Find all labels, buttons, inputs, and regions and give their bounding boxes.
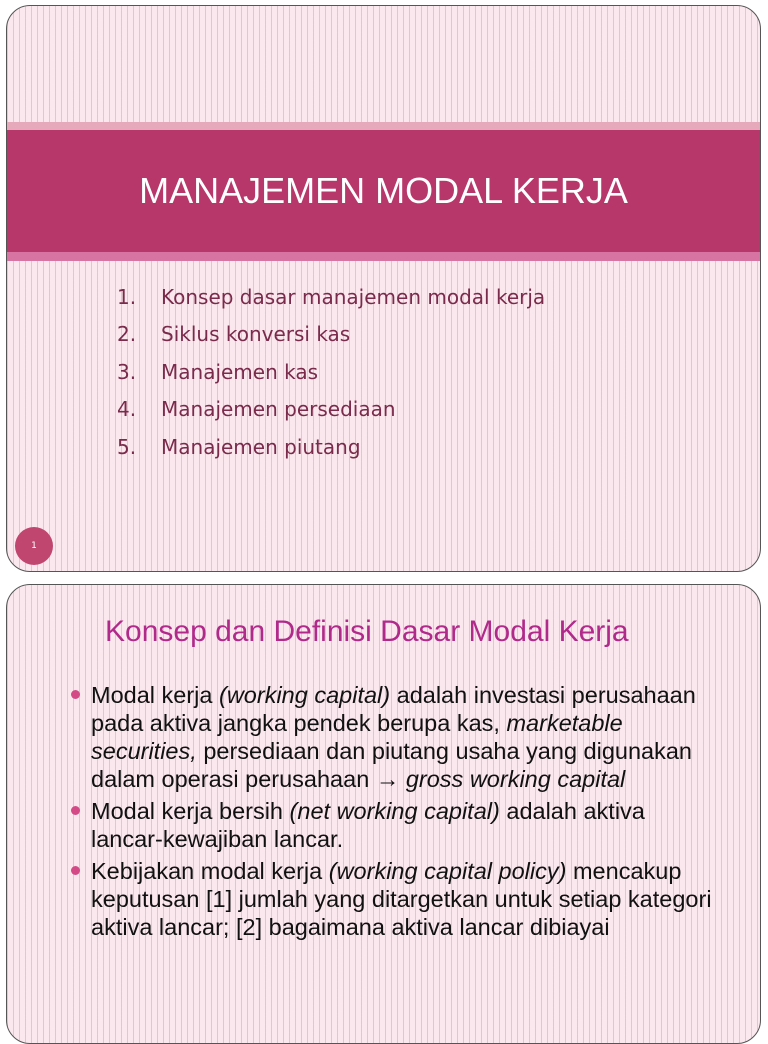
bullet-text: Modal kerja bersih — [91, 798, 290, 824]
list-item-number: 1. — [117, 284, 137, 309]
bullet-item — [69, 857, 719, 941]
bullet-list — [69, 681, 719, 945]
slide-1 — [6, 5, 761, 572]
bullet-item — [69, 681, 719, 793]
list-item — [117, 391, 545, 429]
topic-list — [117, 278, 545, 466]
slide-title: MANAJEMEN MODAL KERJA — [139, 170, 628, 211]
bullet-dot-icon — [71, 690, 80, 699]
bullet-item — [69, 797, 719, 853]
bullet-text: mencakup keputusan [1] jumlah yang ditargetkan untuk setiap kategori aktiva lancar; [2] bagaimana aktiva lancar dibiayai — [91, 858, 712, 940]
list-item-text: Konsep dasar manajemen modal kerja — [161, 284, 546, 309]
bullet-dot-icon — [71, 806, 80, 815]
bullet-term: marketable securities, — [91, 710, 623, 764]
list-item — [117, 353, 545, 391]
list-item-text: Siklus konversi kas — [161, 322, 351, 347]
title-band — [7, 130, 760, 252]
list-item-number: 2. — [117, 322, 137, 347]
bullet-text: Modal kerja — [91, 682, 219, 708]
bullet-term: gross working capital — [405, 766, 626, 792]
bullet-text: adalah aktiva lancar-kewajiban lancar. — [91, 798, 645, 852]
title-band-bottom-stripe — [7, 252, 760, 261]
bullet-text: adalah investasi perusahaan pada aktiva jangka pendek berupa kas, — [91, 682, 696, 736]
list-item-text: Manajemen persediaan — [161, 397, 396, 422]
list-item-number: 5. — [117, 434, 137, 459]
bullet-dot-icon — [71, 866, 80, 875]
bullet-text: persediaan dan piutang usaha yang digunakan dalam operasi perusahaan → — [91, 738, 693, 792]
bullet-term: (net working capital) — [289, 798, 500, 824]
list-item-number: 4. — [117, 397, 137, 422]
slide-2 — [6, 584, 761, 1044]
bullet-text: Kebijakan modal kerja — [91, 858, 329, 884]
slide-number-badge: 1 — [15, 527, 53, 565]
list-item — [117, 316, 545, 354]
list-item-text: Manajemen piutang — [161, 434, 361, 459]
list-item-number: 3. — [117, 359, 137, 384]
list-item — [117, 278, 545, 316]
list-item-text: Manajemen kas — [161, 359, 319, 384]
slide-heading: Konsep dan Definisi Dasar Modal Kerja — [105, 615, 629, 648]
bullet-term: (working capital) — [219, 682, 391, 708]
bullet-term: (working capital policy) — [328, 858, 567, 884]
list-item — [117, 428, 545, 466]
